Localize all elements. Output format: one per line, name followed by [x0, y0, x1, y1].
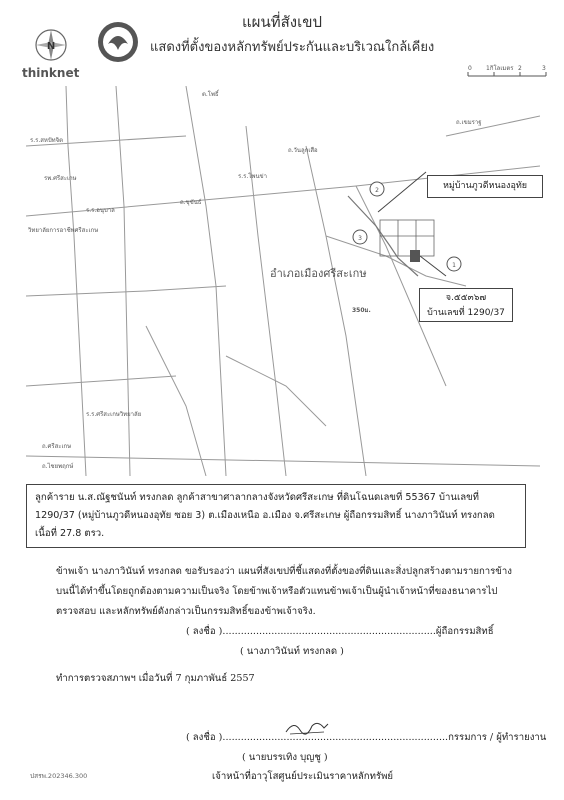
deed-number: จ.๕๕๓๖๗	[445, 293, 487, 303]
distance-label: 350ม.	[352, 307, 371, 314]
officer-signature-line: ( ลงชื่อ )..........................................................................กรรมการ / ผู้ทำรายงาน	[186, 732, 547, 743]
officer-name: ( นายบรรเทิง บุญชู )	[242, 752, 328, 763]
street-label: ถ.ไชยพฤกษ์	[42, 463, 74, 470]
thinknet-logo: thinknet	[22, 66, 80, 80]
info-line: ลูกค้าราย น.ส.ณัฐชนันท์ ทรงกลด ลูกค้าสาขาศาลากลางจังหวัดศรีสะเกษ ที่ดินโฉนดเลขที่ 55367 บ้านเลขที่	[35, 492, 480, 503]
officer-position: เจ้าหน้าที่อาวุโสศูนย์ประเมินราคาหลักทรัพย์	[212, 771, 394, 782]
info-line: เนื้อที่ 27.8 ตรว.	[35, 528, 105, 539]
map-marker-label: 2	[375, 187, 379, 194]
street-label: ต.โพธิ์	[202, 91, 219, 98]
statement-line: บนนี้ได้ทำขึ้นโดยถูกต้องตามความเป็นจริง โดยข้าพเจ้าหรือตัวแทนข้าพเจ้าเป็นผู้นำเจ้าหน้าที่ของธนาคารไป	[56, 586, 498, 597]
street-label: ร.ร.ศรีสะเกษวิทยาลัย	[86, 411, 142, 418]
map-area-label: อำเภอเมืองศรีสะเกษ	[270, 267, 367, 280]
statement-line: ข้าพเจ้า นางภาวินันท์ ทรงกลด ขอรับรองว่า แผนที่สังเขปที่ชี้แสดงที่ตั้งของที่ดินและสิ่งปลูกสร้างตามรายการข้าง	[56, 566, 512, 577]
info-line: 1290/37 (หมู่บ้านภูวดีหนองอุทัย ซอย 3) ต.เมืองเหนือ อ.เมือง จ.ศรีสะเกษ ผู้ถือกรรมสิทธิ์ นางภาวินันท์ ทรงกลด	[35, 510, 495, 521]
survey-date: ทำการตรวจสภาพฯ เมื่อวันที่ 7 กุมภาพันธ์ 2557	[56, 673, 255, 684]
map-marker-label: 1	[452, 262, 456, 269]
street-label: ร.ร.โพนข่า	[238, 173, 268, 180]
street-label: วิทยาลัยการอาชีพศรีสะเกษ	[28, 227, 99, 234]
street-label: รพ.ศรีสะเกษ	[44, 175, 77, 182]
scale-label: 3	[542, 65, 546, 72]
street-label: ถ.ขุขันธ์	[180, 199, 202, 206]
scale-label: 1กิโลเมตร	[486, 65, 514, 72]
map-scale-bar	[464, 62, 550, 82]
deed-callout	[419, 288, 513, 322]
street-label: ถ.วันลูกเสือ	[288, 147, 318, 154]
compass-letter: N	[46, 41, 56, 52]
street-label: ถ.ศรีสะเกษ	[42, 443, 72, 450]
street-label: ร.ร.สหปัทจิต	[30, 137, 64, 144]
village-callout: หมู่บ้านภูวดีหนองอุทัย	[427, 175, 543, 198]
scale-label: 0	[468, 65, 472, 72]
property-marker	[410, 250, 420, 262]
bank-logo-icon	[96, 20, 140, 64]
scale-label: 2	[518, 65, 522, 72]
street-label: ร.ร.อนุบาล	[86, 207, 115, 214]
map-marker-label: 3	[358, 235, 362, 242]
compass-icon	[34, 28, 68, 62]
page-title: แผนที่สังเขป	[242, 13, 322, 31]
property-info-box	[26, 484, 526, 548]
street-label: ถ.เขมราฐ	[456, 119, 482, 126]
owner-name: ( นางภาวินันท์ ทรงกลด )	[240, 646, 344, 657]
owner-statement	[56, 562, 516, 622]
page-subtitle: แสดงที่ตั้งของหลักทรัพย์ประกันและบริเวณใกล้เคียง	[150, 40, 435, 55]
document-code: ปสรพ.202346.300	[30, 772, 88, 780]
owner-signature-line: ( ลงชื่อ )......................................................................ผู้ถือกรรมสิทธิ์	[186, 626, 494, 637]
house-number: บ้านเลขที่ 1290/37	[427, 308, 505, 318]
statement-line: ตรวจสอบ และหลักทรัพย์ดังกล่าวเป็นกรรมสิทธิ์ของข้าพเจ้าจริง.	[56, 606, 316, 617]
